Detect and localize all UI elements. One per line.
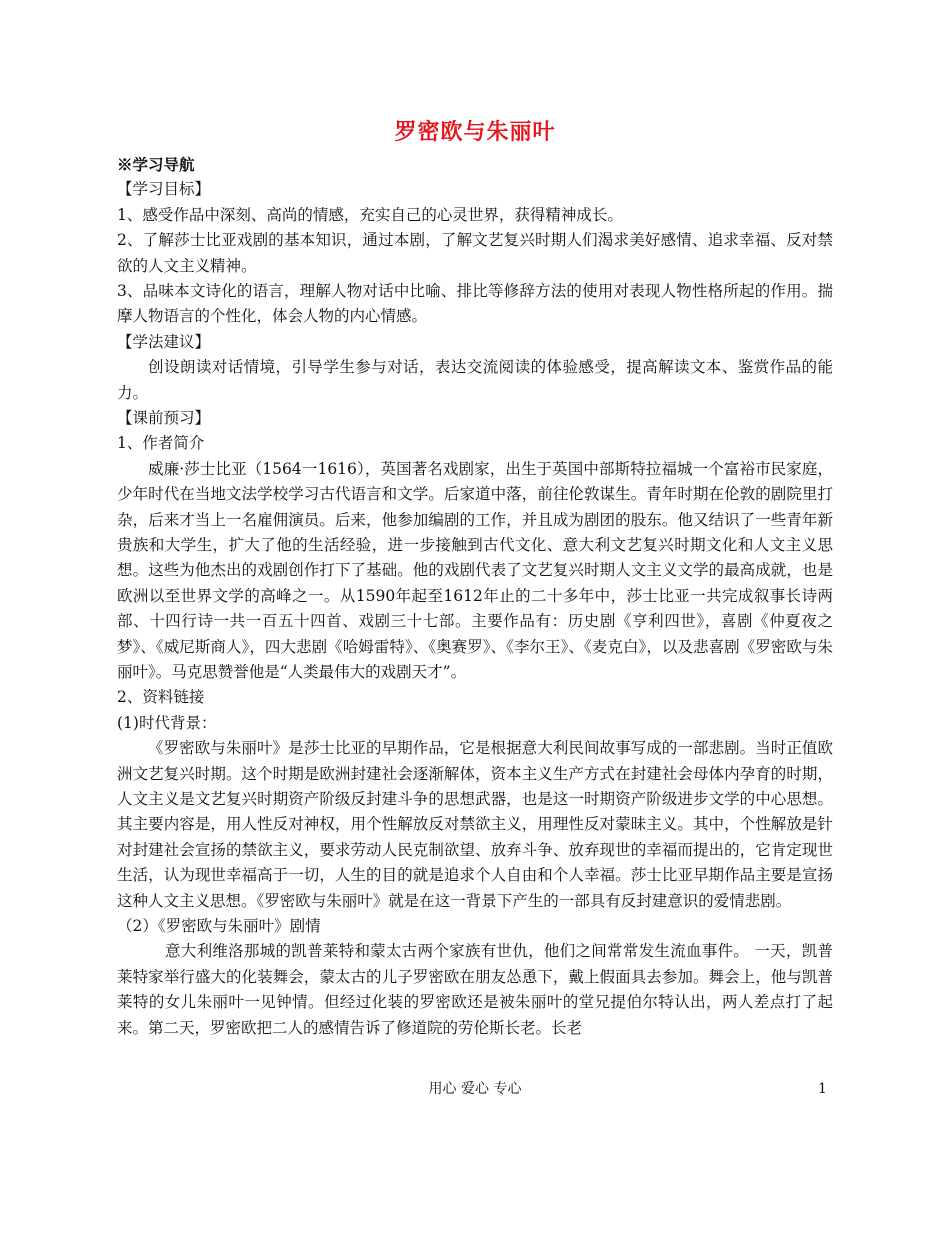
background-paragraph: 《罗密欧与朱丽叶》是莎士比亚的早期作品，它是根据意大利民间故事写成的一部悲剧。当时正值欧洲文艺复兴时期。这个时期是欧洲封建社会逐渐解体，资本主义生产方式在封建社会母体内孕育的时期，人文主义是文艺复兴时期资产阶级反封建斗争的思想武器，也是这一时期资产阶级进步文学的中心思想。其主要内容是，用人性反对神权，用个性解放反对禁欲主义，用理性反对蒙昧主义。其中，个性解放是针对封建社会宣扬的禁欲主义，要求劳动人民克制欲望、放弃斗争、放弃现世的幸福而提出的，它肯定现世生活，认为现世幸福高于一切，人生的目的就是追求个人自由和个人幸福。莎士比亚早期作品主要是宣扬这种人文主义思想。《罗密欧与朱丽叶》就是在这一背景下产生的一部具有反封建意识的爱情悲剧。 <box>117 739 833 910</box>
document-page <box>117 112 833 1041</box>
nav-heading: ※学习导航 <box>117 155 195 174</box>
author-paragraph: 威廉·莎士比亚（1564一1616），英国著名戏剧家，出生于英国中部斯特拉福城一个富裕市民家庭，少年时代在当地文法学校学习古代语言和文学。后家道中落，前往伦敦谋生。青年时期在伦敦的剧院里打杂，后来才当上一名雇佣演员。后来，他参加编剧的工作，并且成为剧团的股东。他又结识了一些青年新贵族和大学生，扩大了他的生活经验，进一步接触到古代文化、意大利文艺复兴时期文化和人文主义思想。这些为他杰出的戏剧创作打下了基础。他的戏剧代表了文艺复兴时期人文主义文学的最高成就，也是欧洲以至世界文学的高峰之一。从1590年起至1612年止的二十多年中，莎士比亚一共完成叙事长诗两部、十四行诗一共一百五十四首、戏剧三十七部。主要作品有：历史剧《亨利四世》，喜剧《仲夏夜之梦》、《威尼斯商人》，四大悲剧《哈姆雷特》、《奥赛罗》、《李尔王》、《麦克白》，以及悲喜剧《罗密欧与朱丽叶》。马克思赞誉他是“人类最伟大的戏剧天才”。 <box>117 459 833 682</box>
page-title: 罗密欧与朱丽叶 <box>394 119 556 145</box>
page-footer <box>0 1077 950 1101</box>
background-heading: (1)时代背景： <box>117 713 217 732</box>
goal-item: 2、了解莎士比亚戏剧的基本知识，通过本剧，了解文艺复兴时期人们渴求美好感情、追求幸福、反对禁欲的人文主义精神。 <box>117 231 833 275</box>
author-heading: 1、作者简介 <box>117 434 205 453</box>
page-number: 1 <box>818 1081 827 1097</box>
materials-heading: 2、资料链接 <box>117 688 205 707</box>
goal-item: 3、品味本文诗化的语言，理解人物对话中比喻、排比等修辞方法的使用对表现人物性格所起的作用。揣摩人物语言的个性化，体会人物的内心情感。 <box>117 282 833 326</box>
plot-heading: （2）《罗密欧与朱丽叶》剧情 <box>117 917 321 936</box>
goal-item: 1、感受作品中深刻、高尚的情感，充实自己的心灵世界，获得精神成长。 <box>117 205 623 224</box>
goals-heading: 【学习目标】 <box>117 180 211 199</box>
footer-motto: 用心 爱心 专心 <box>428 1081 522 1097</box>
preview-heading: 【课前预习】 <box>117 409 211 428</box>
method-paragraph: 创设朗读对话情境，引导学生参与对话，表达交流阅读的体验感受，提高解读文本、鉴赏作品的能力。 <box>117 358 833 402</box>
plot-paragraph: 意大利维洛那城的凯普莱特和蒙太古两个家族有世仇，他们之间常常发生流血事件。 一天，凯普莱特家举行盛大的化装舞会，蒙太古的儿子罗密欧在朋友怂恿下，戴上假面具去参加。舞会上，他与凯普莱特的女儿朱丽叶一见钟情。但经过化装的罗密欧还是被朱丽叶的堂兄提伯尔特认出，两人差点打了起来。第二天，罗密欧把二人的感情告诉了修道院的劳伦斯长老。长老 <box>117 942 833 1037</box>
method-heading: 【学法建议】 <box>117 332 211 351</box>
